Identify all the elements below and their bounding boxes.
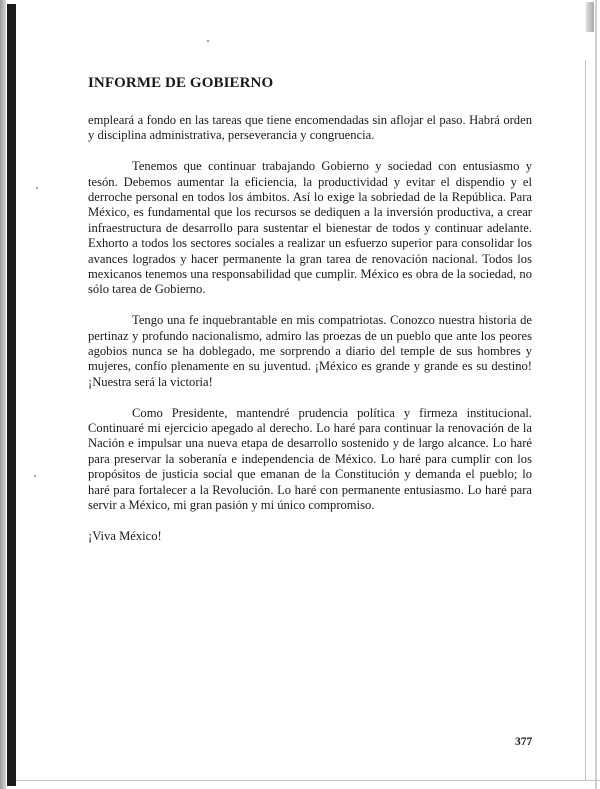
document-body bbox=[88, 113, 532, 560]
scan-speck bbox=[207, 40, 209, 42]
scan-speck bbox=[36, 187, 38, 189]
paragraph: Como Presidente, mantendré prudencia política y firmeza institucional. Continuaré mi ejercicio apegado al derecho. Lo haré para continuar la renovación de la Nación e impulsar una nueva etapa de desarrollo sostenido y de largo alcance. Lo haré para preservar la soberanía e independencia de México. Lo haré para cumplir con los propósitos de justicia social que emanan de la Constitución y demanda el pueblo; lo haré para fortalecer a la Revolución. Lo haré con permanente entusiasmo. Lo haré para servir a México, mi gran pasión y mi único compromiso. bbox=[88, 405, 532, 513]
scan-speck bbox=[34, 475, 36, 477]
scan-edge-right-outer bbox=[595, 0, 597, 789]
paragraph: Tenemos que continuar trabajando Gobierno y sociedad con entusiasmo y tesón. Debemos aumentar la eficiencia, la productividad y evitar el dispendio y el derroche personal en todos los ámbitos. Así lo exige la sobriedad de la República. Para México, es fundamental que los recursos se dediquen a la inversión productiva, a crear infraestructura de desarrollo para sustentar el bienestar de todos y continuar adelante. Exhorto a todos los sectores sociales a realizar un esfuerzo superior para consolidar los avances logrados y hacer permanente la gran tarea de renovación nacional. Todos los mexicanos tenemos una responsabilidad que cumplir. México es obra de la sociedad, no sólo tarea de Gobierno. bbox=[88, 159, 532, 297]
paragraph: Tengo una fe inquebrantable en mis compatriotas. Conozco nuestra historia de pertinaz y profundo nacionalismo, admiro las proezas de un pueblo que ante los peores agobios nunca se ha doblegado, me sorprendo a diario del temple de sus hombres y mujeres, confío plenamente en su juventud. ¡México es grande y grande es su destino! ¡Nuestra será la victoria! bbox=[88, 313, 532, 389]
scan-edge-right bbox=[585, 60, 586, 780]
binding-shadow bbox=[7, 4, 16, 786]
scan-edge-bottom bbox=[16, 780, 600, 781]
page-header: INFORME DE GOBIERNO bbox=[88, 75, 274, 91]
scan-edge-left bbox=[0, 0, 6, 789]
scan-corner-mark bbox=[586, 2, 594, 32]
page-number: 377 bbox=[515, 736, 533, 748]
closing-exclamation: ¡Viva México! bbox=[88, 528, 162, 543]
paragraph-continuation: empleará a fondo en las tareas que tiene encomendadas sin aflojar el paso. Habrá orden y disciplina administrativa, perseverancia y congruencia. bbox=[88, 113, 532, 143]
